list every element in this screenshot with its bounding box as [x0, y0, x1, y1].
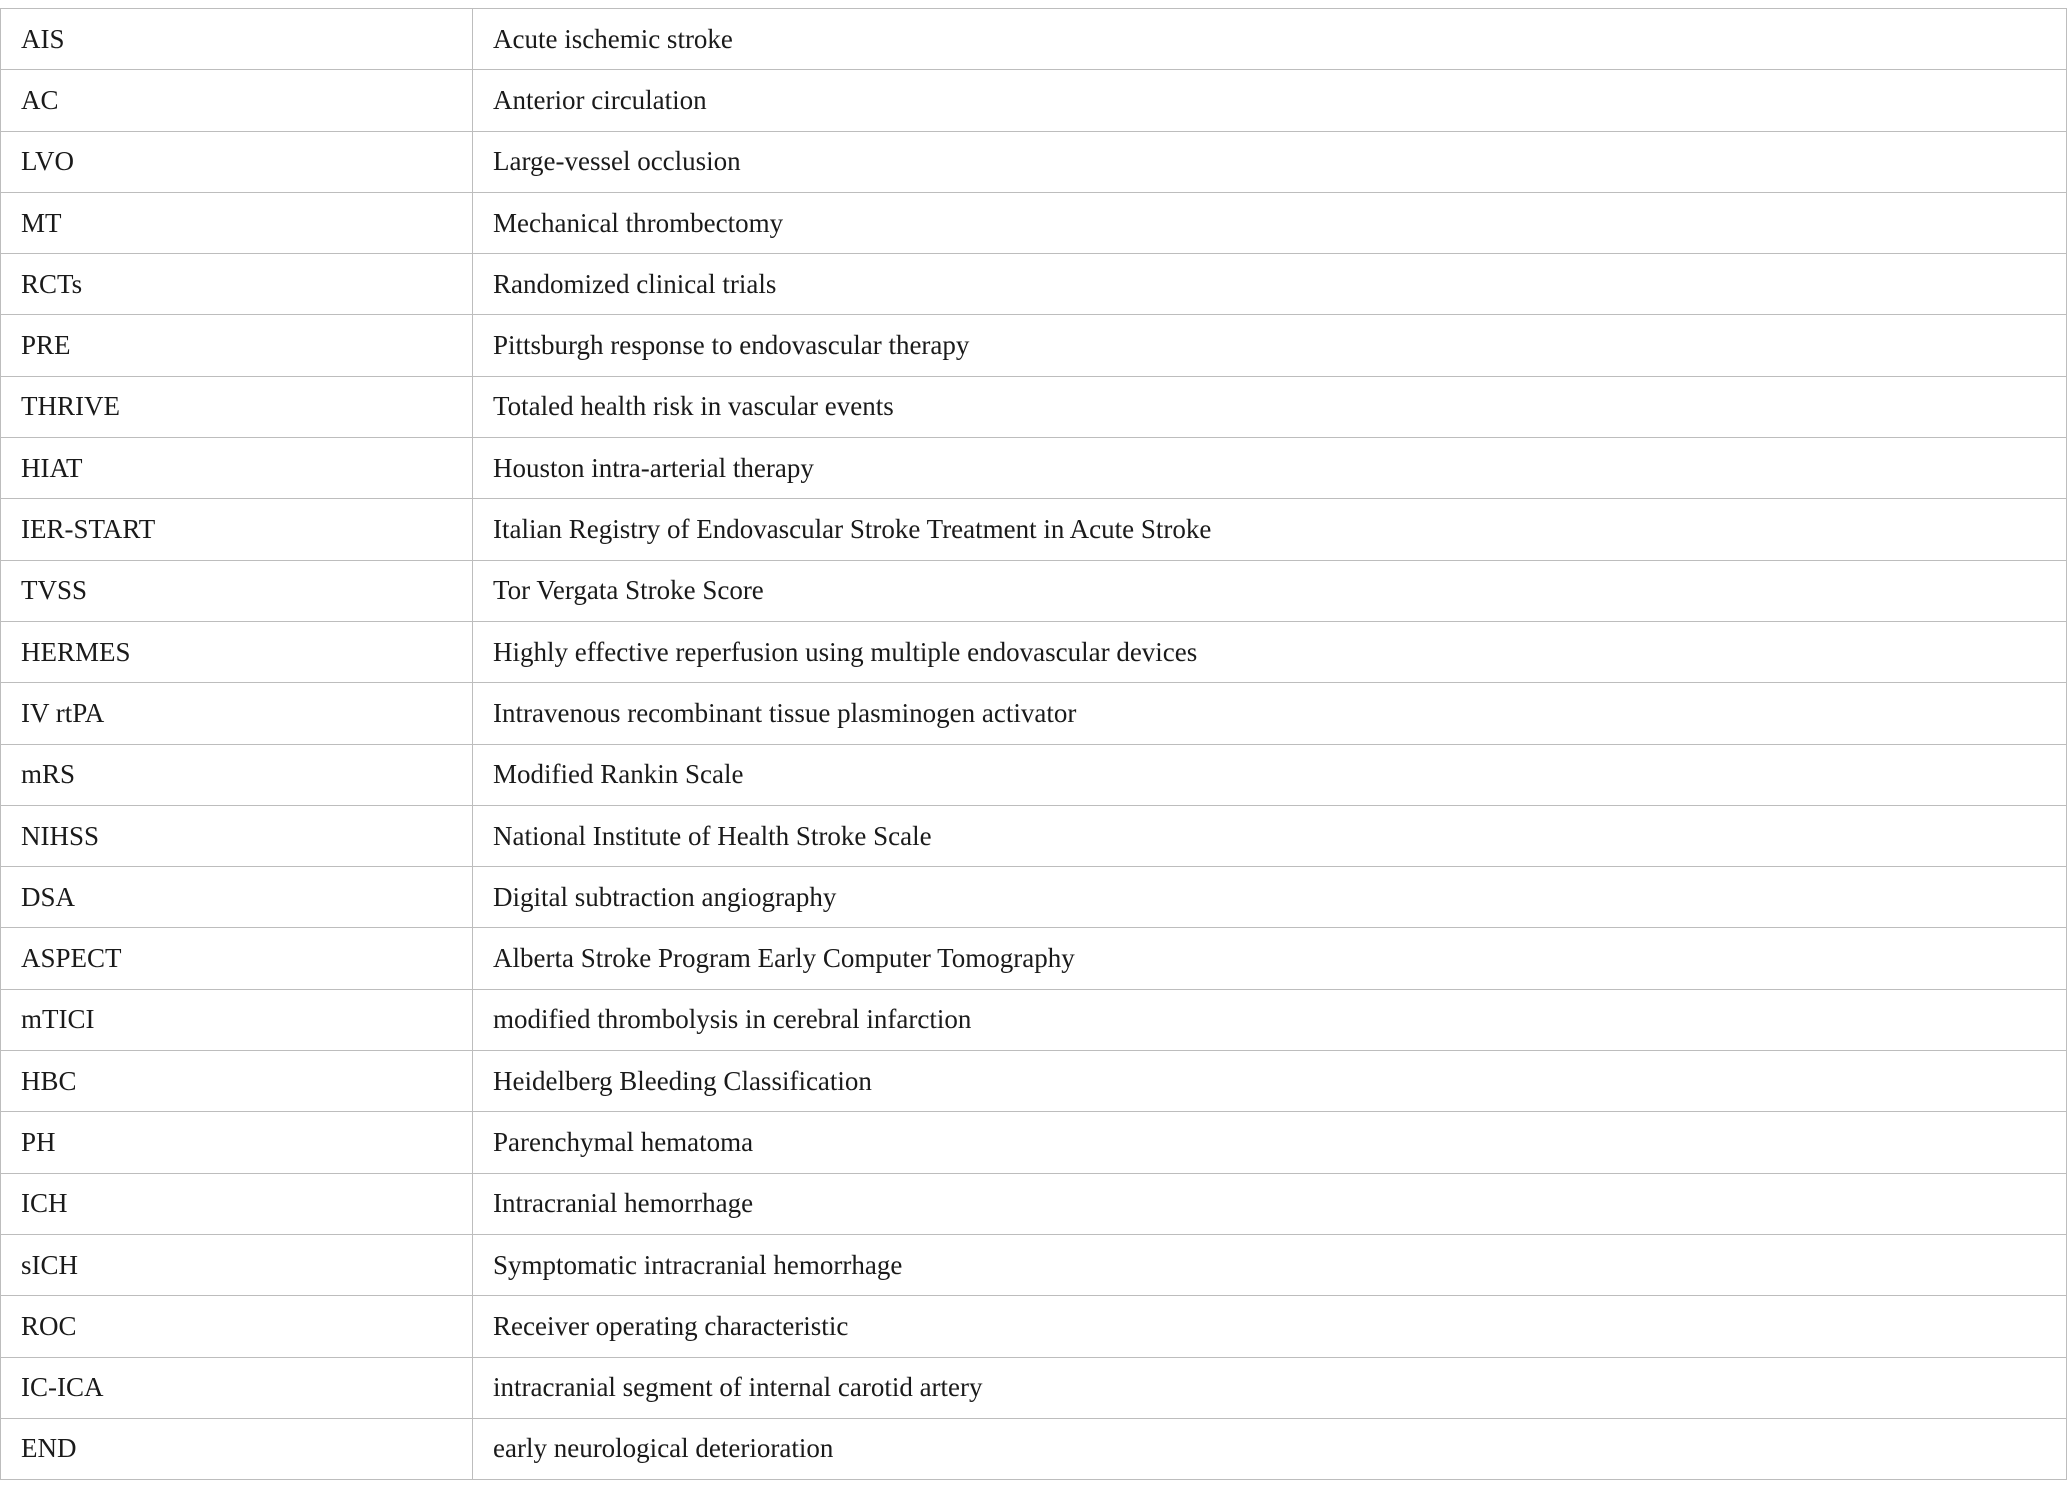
definition-cell: National Institute of Health Stroke Scale [473, 805, 2067, 866]
definition-cell: Randomized clinical trials [473, 254, 2067, 315]
definition-cell: Anterior circulation [473, 70, 2067, 131]
abbreviation-cell: IER-START [1, 499, 473, 560]
abbreviation-cell: ASPECT [1, 928, 473, 989]
abbreviation-cell: mTICI [1, 989, 473, 1050]
abbreviations-table-body [1, 9, 2067, 1480]
table-row [1, 1051, 2067, 1112]
table-row [1, 9, 2067, 70]
abbreviation-cell: THRIVE [1, 376, 473, 437]
definition-cell: Alberta Stroke Program Early Computer Tomography [473, 928, 2067, 989]
definition-cell: modified thrombolysis in cerebral infarction [473, 989, 2067, 1050]
definition-cell: Italian Registry of Endovascular Stroke Treatment in Acute Stroke [473, 499, 2067, 560]
table-row [1, 683, 2067, 744]
table-row [1, 1418, 2067, 1479]
definition-cell: Mechanical thrombectomy [473, 192, 2067, 253]
abbreviations-table-container [0, 8, 2066, 1480]
definition-cell: Pittsburgh response to endovascular therapy [473, 315, 2067, 376]
table-row [1, 989, 2067, 1050]
table-row [1, 928, 2067, 989]
definition-cell: early neurological deterioration [473, 1418, 2067, 1479]
table-row [1, 315, 2067, 376]
abbreviation-cell: mRS [1, 744, 473, 805]
definition-cell: intracranial segment of internal carotid artery [473, 1357, 2067, 1418]
table-row [1, 805, 2067, 866]
definition-cell: Modified Rankin Scale [473, 744, 2067, 805]
abbreviation-cell: TVSS [1, 560, 473, 621]
abbreviation-cell: END [1, 1418, 473, 1479]
abbreviation-cell: MT [1, 192, 473, 253]
definition-cell: Digital subtraction angiography [473, 867, 2067, 928]
definition-cell: Intracranial hemorrhage [473, 1173, 2067, 1234]
table-row [1, 254, 2067, 315]
table-row [1, 1173, 2067, 1234]
table-row [1, 1234, 2067, 1295]
table-row [1, 70, 2067, 131]
abbreviation-cell: ICH [1, 1173, 473, 1234]
table-row [1, 1357, 2067, 1418]
abbreviation-cell: AC [1, 70, 473, 131]
abbreviations-table [0, 8, 2067, 1480]
abbreviation-cell: LVO [1, 131, 473, 192]
definition-cell: Tor Vergata Stroke Score [473, 560, 2067, 621]
table-row [1, 192, 2067, 253]
table-row [1, 1112, 2067, 1173]
definition-cell: Highly effective reperfusion using multiple endovascular devices [473, 621, 2067, 682]
abbreviation-cell: NIHSS [1, 805, 473, 866]
definition-cell: Totaled health risk in vascular events [473, 376, 2067, 437]
table-row [1, 376, 2067, 437]
table-row [1, 744, 2067, 805]
abbreviation-cell: sICH [1, 1234, 473, 1295]
abbreviation-cell: PH [1, 1112, 473, 1173]
definition-cell: Houston intra-arterial therapy [473, 438, 2067, 499]
table-row [1, 438, 2067, 499]
abbreviation-cell: IC-ICA [1, 1357, 473, 1418]
abbreviation-cell: HERMES [1, 621, 473, 682]
table-row [1, 867, 2067, 928]
abbreviation-cell: PRE [1, 315, 473, 376]
table-row [1, 499, 2067, 560]
abbreviation-cell: HIAT [1, 438, 473, 499]
definition-cell: Symptomatic intracranial hemorrhage [473, 1234, 2067, 1295]
abbreviation-cell: RCTs [1, 254, 473, 315]
abbreviation-cell: ROC [1, 1296, 473, 1357]
definition-cell: Large-vessel occlusion [473, 131, 2067, 192]
table-row [1, 1296, 2067, 1357]
table-row [1, 621, 2067, 682]
definition-cell: Parenchymal hematoma [473, 1112, 2067, 1173]
abbreviation-cell: IV rtPA [1, 683, 473, 744]
definition-cell: Acute ischemic stroke [473, 9, 2067, 70]
abbreviation-cell: HBC [1, 1051, 473, 1112]
table-row [1, 560, 2067, 621]
definition-cell: Heidelberg Bleeding Classification [473, 1051, 2067, 1112]
definition-cell: Intravenous recombinant tissue plasminogen activator [473, 683, 2067, 744]
definition-cell: Receiver operating characteristic [473, 1296, 2067, 1357]
abbreviation-cell: DSA [1, 867, 473, 928]
table-row [1, 131, 2067, 192]
abbreviation-cell: AIS [1, 9, 473, 70]
